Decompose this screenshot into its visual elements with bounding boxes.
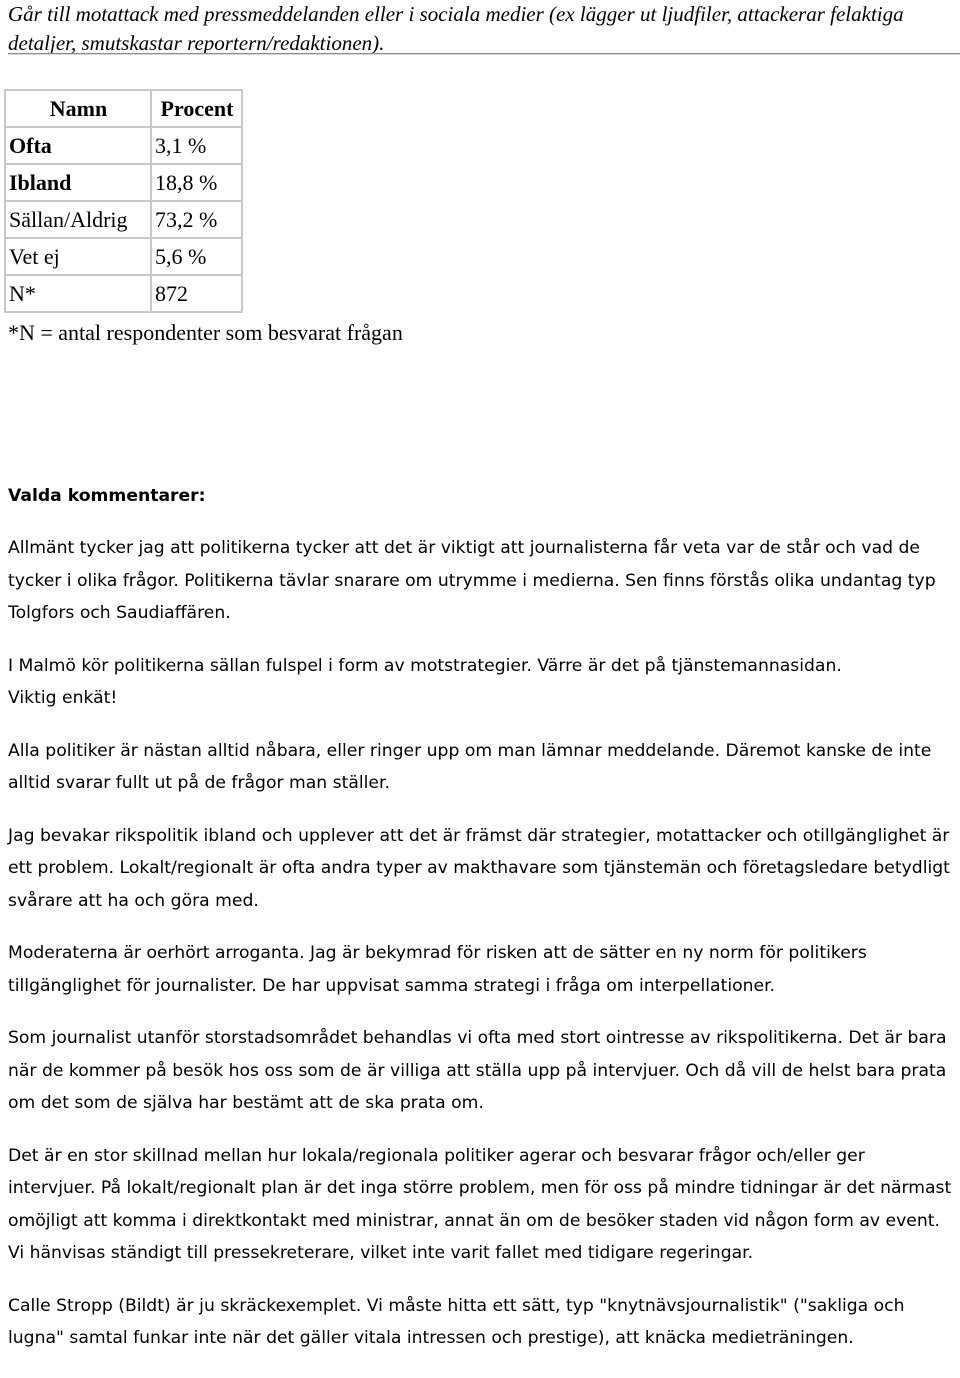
column-header-namn: Namn xyxy=(5,90,151,127)
comment-paragraph: Calle Stropp (Bildt) är ju skräckexemplet. Vi måste hitta ett sätt, typ "knytnävsjournalistik" ("sakliga och lugna" samtal funkar inte när det gäller vitala intressen och prestige), att knäcka medieträningen. xyxy=(8,1295,905,1348)
row-label-n: N* xyxy=(5,275,151,312)
comments-heading: Valda kommentarer: xyxy=(8,486,206,506)
intro-question-text: Går till motattack med pressmeddelanden eller i sociala medier (ex lägger ut ljudfiler, attackerar felaktiga detaljer, smutskastar reportern/redaktionen). xyxy=(8,2,904,55)
table-row xyxy=(5,164,242,201)
comments-section xyxy=(8,480,956,1375)
table-row xyxy=(5,127,242,164)
comment-paragraph: Alla politiker är nästan alltid nåbara, eller ringer upp om man lämnar meddelande. Däremot kanske de inte alltid svarar fullt ut på de frågor man ställer. xyxy=(8,740,932,793)
table-row xyxy=(5,201,242,238)
comment-paragraph: Jag bevakar rikspolitik ibland och upplever att det är främst där strategier, motattacker och otillgänglighet är ett problem. Lokalt/regionalt är ofta andra typer av makthavare som tjänstemän och företagsledare betydligt svårare att ha och göra med. xyxy=(8,825,950,911)
comment-paragraph: Moderaterna är oerhört arroganta. Jag är bekymrad för risken att de sätter en ny norm för politikers tillgänglighet för journalister. De har uppvisat samma strategi i fråga om interpellationer. xyxy=(8,943,867,996)
row-label-ibland: Ibland xyxy=(5,164,151,201)
table-row xyxy=(5,238,242,275)
row-value-vet-ej: 5,6 % xyxy=(151,238,242,275)
row-value-sallan-aldrig: 73,2 % xyxy=(151,201,242,238)
table-row xyxy=(5,275,242,312)
column-header-procent: Procent xyxy=(151,90,242,127)
row-label-sallan-aldrig: Sällan/Aldrig xyxy=(5,201,151,238)
horizontal-divider xyxy=(8,53,960,55)
comment-paragraph: I Malmö kör politikerna sällan fulspel i form av motstrategier. Värre är det på tjänstemannasidan. xyxy=(8,655,842,676)
row-value-n: 872 xyxy=(151,275,242,312)
comment-paragraph: Viktig enkät! xyxy=(8,688,118,708)
results-table xyxy=(4,89,243,313)
table-header-row xyxy=(5,90,242,127)
row-value-ofta: 3,1 % xyxy=(151,127,242,164)
comment-paragraph: Det är en stor skillnad mellan hur lokala/regionala politiker agerar och besvarar frågor och/eller ger intervjuer. På lokalt/regionalt plan är det inga större problem, men för oss på mindre tidningar är det närmast omöjligt att komma i direktkontakt med ministrar, annat än om de besöker staden vid någon form av event. Vi hänvisas ständigt till pressekreterare, vilket inte varit fallet med tidigare regeringar. xyxy=(8,1145,952,1263)
comment-paragraph: Allmänt tycker jag att politikerna tycker att det är viktigt att journalisterna får veta var de står och vad de tycker i olika frågor. Politikerna tävlar snarare om utrymme i medierna. Sen finns förstås olika undantag typ Tolgfors och Saudiaffären. xyxy=(8,538,936,623)
table-footnote: *N = antal respondenter som besvarat frågan xyxy=(8,320,403,345)
row-value-ibland: 18,8 % xyxy=(151,164,242,201)
row-label-ofta: Ofta xyxy=(5,127,151,164)
comment-paragraph: Som journalist utanför storstadsområdet behandlas vi ofta med stort ointresse av rikspolitikerna. Det är bara när de kommer på besök hos oss som de är villiga att ställa upp på intervjuer. Och då vill de helst bara prata om det som de själva har bestämt att de ska prata om. xyxy=(8,1028,947,1113)
row-label-vet-ej: Vet ej xyxy=(5,238,151,275)
